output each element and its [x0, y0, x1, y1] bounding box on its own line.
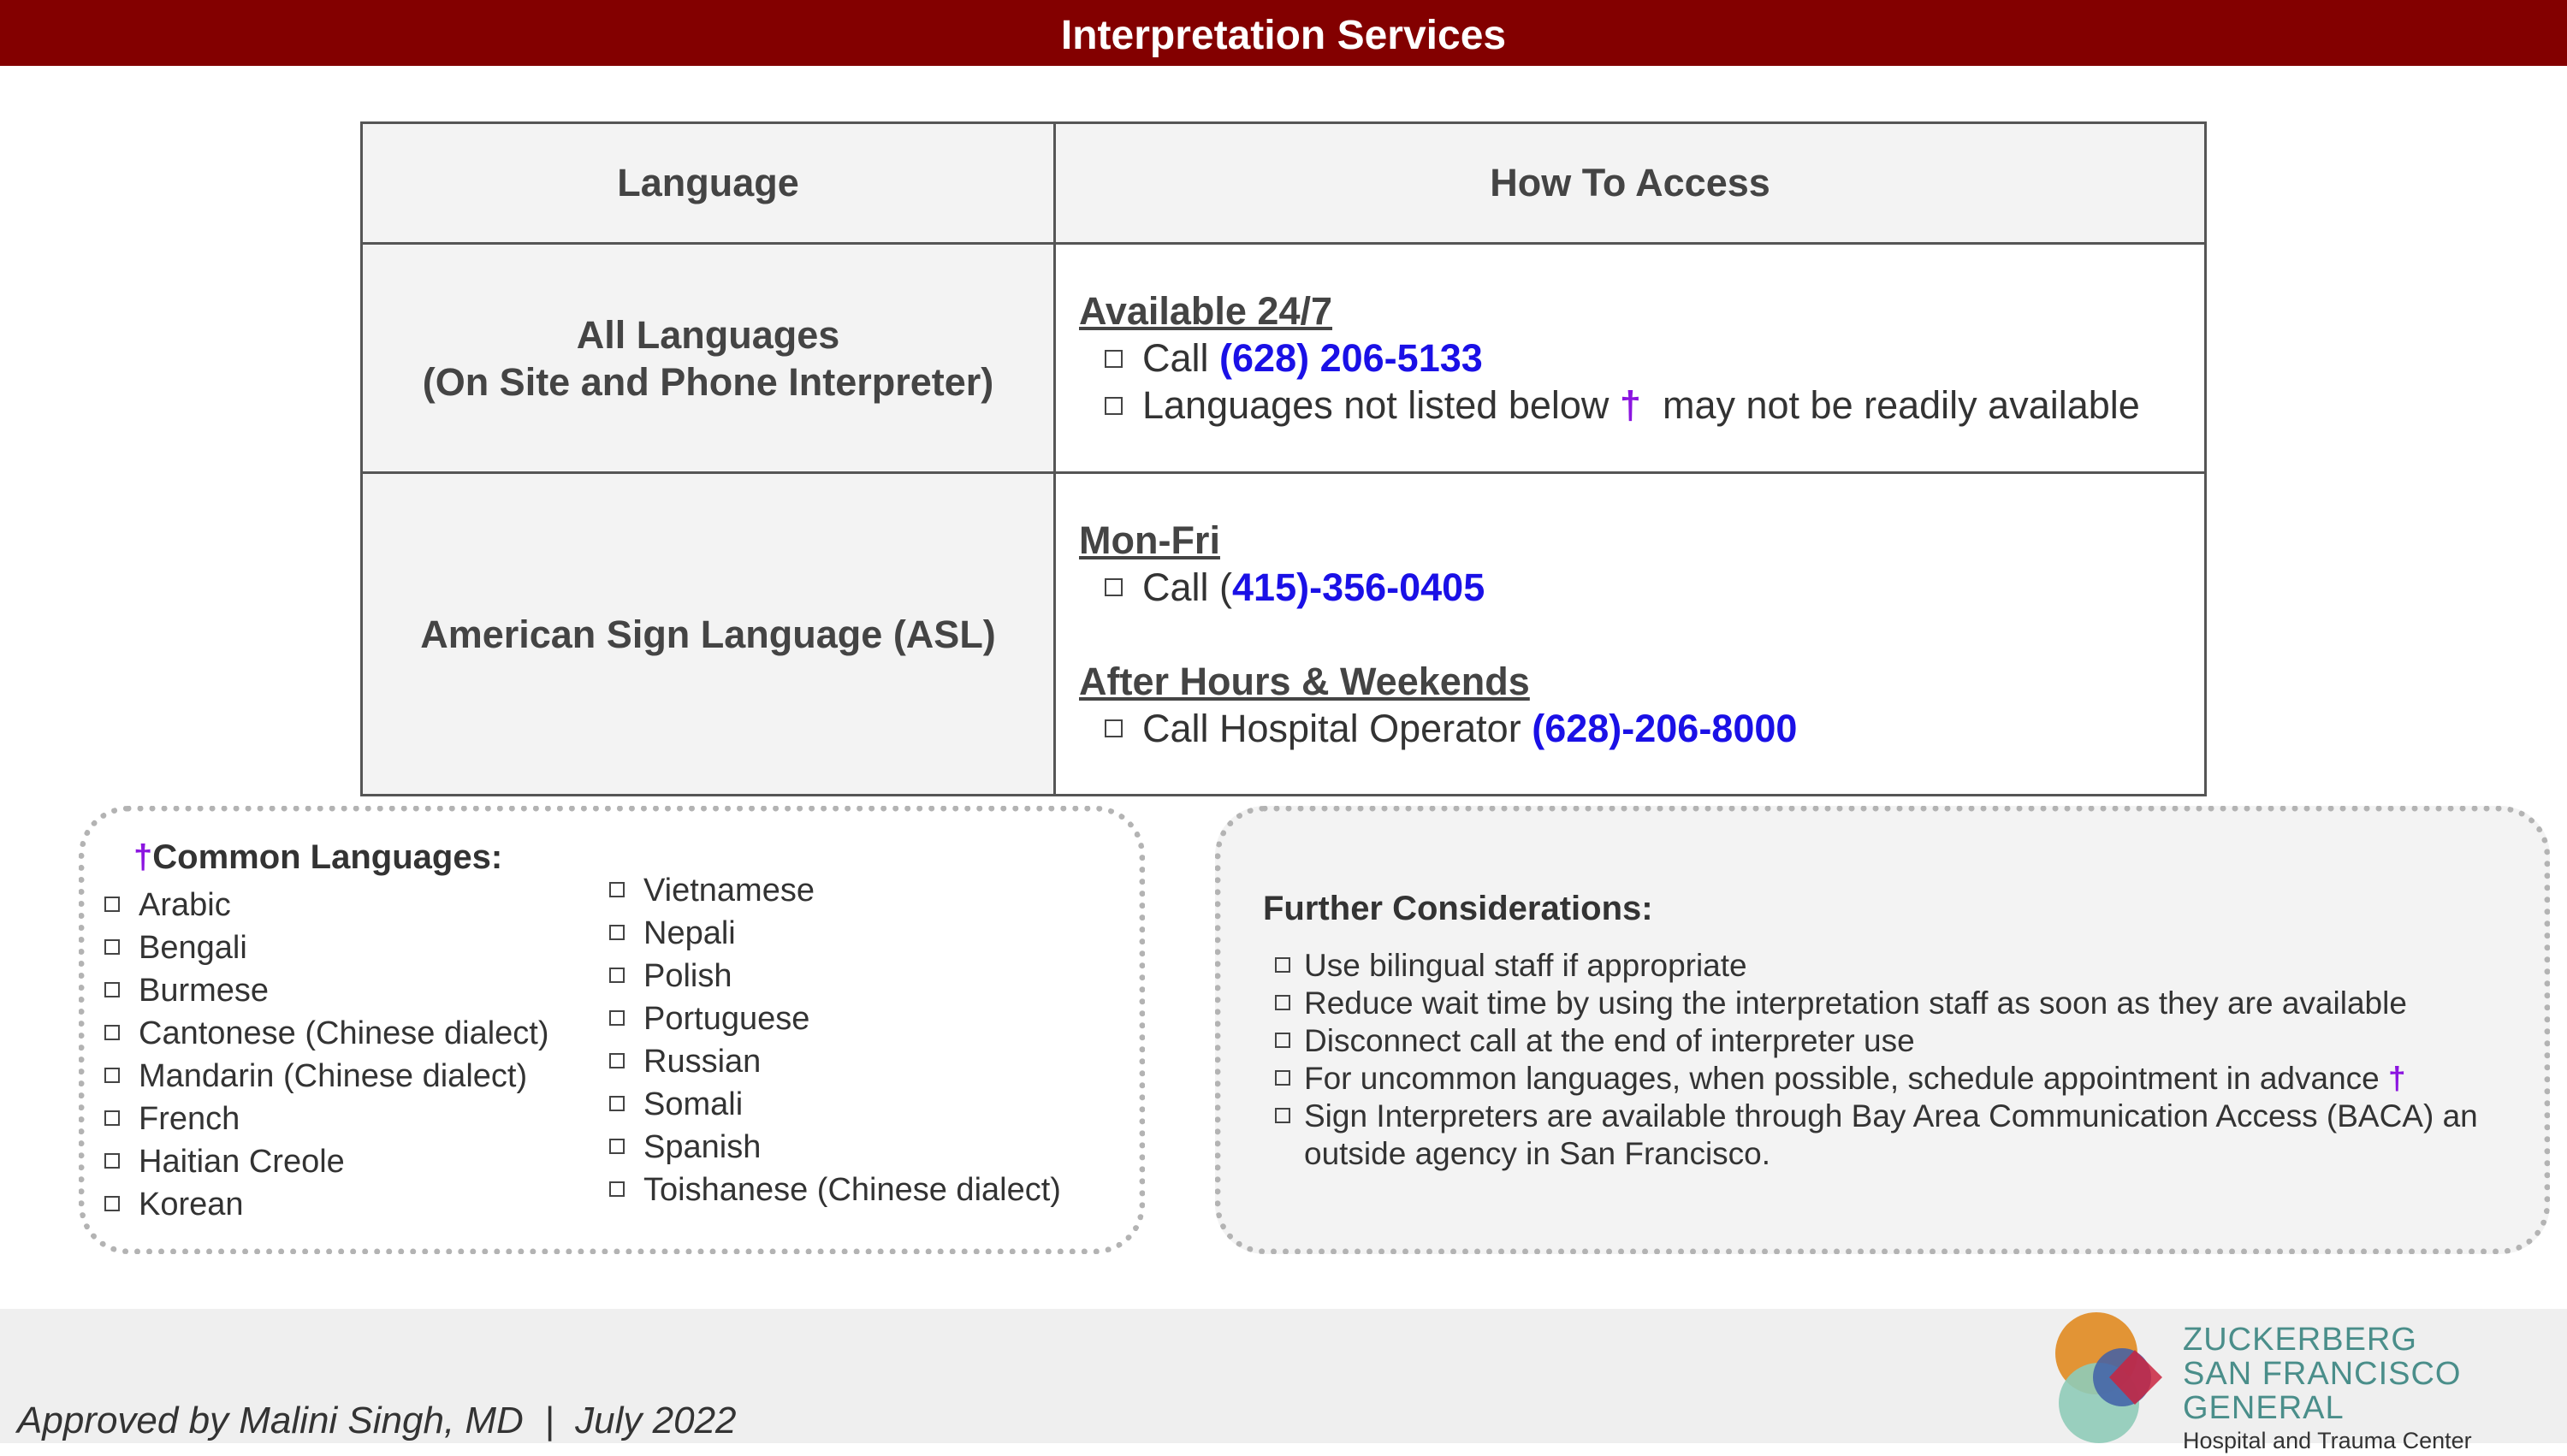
phone-link[interactable]: (628) 206-5133 [1219, 336, 1483, 380]
checkbox-icon [104, 1068, 120, 1083]
checkbox-icon [1105, 350, 1123, 368]
language-all-sublabel: (On Site and Phone Interpreter) [422, 359, 994, 404]
list-item: Use bilingual staff if appropriate [1275, 947, 2524, 985]
phone-link[interactable]: (628)-206-8000 [1532, 706, 1798, 750]
list-item: Vietnamese [609, 869, 1061, 912]
list-item: Burmese [104, 969, 549, 1012]
list-item: Toishanese (Chinese dialect) [609, 1169, 1061, 1211]
further-considerations-title: Further Considerations: [1263, 890, 1653, 927]
checkbox-icon [609, 1053, 625, 1068]
checkbox-icon [609, 925, 625, 940]
logo-line-1: ZUCKERBERG [2183, 1322, 2417, 1358]
list-item: Arabic [104, 884, 549, 926]
checkbox-icon [609, 968, 625, 983]
header-how-to-access: How To Access [1055, 123, 2206, 244]
call-bullet [1079, 334, 2204, 382]
dagger-icon: † [2388, 1061, 2406, 1096]
access-cell-all [1055, 244, 2206, 473]
considerations-list [1275, 947, 2524, 1173]
checkbox-icon [1105, 719, 1123, 737]
list-item: Cantonese (Chinese dialect) [104, 1012, 549, 1055]
checkbox-icon [104, 1110, 120, 1126]
list-item: Russian [609, 1040, 1061, 1083]
dagger-icon: † [1619, 383, 1641, 427]
call-label: Call [1142, 336, 1209, 380]
language-list-col2 [609, 869, 1061, 1211]
checkbox-icon [609, 1010, 625, 1026]
operator-label: Call Hospital Operator [1142, 706, 1521, 750]
list-item: Reduce wait time by using the interpretation staff as soon as they are available [1275, 985, 2524, 1022]
logo-line-2: SAN FRANCISCO GENERAL [2183, 1356, 2462, 1426]
checkbox-icon [104, 1025, 120, 1040]
language-cell-asl: American Sign Language (ASL) [362, 473, 1055, 796]
note-text-before: Languages not listed below [1142, 383, 1610, 427]
hospital-logo-text [2183, 1323, 2567, 1456]
access-table [360, 121, 2207, 796]
list-item: Sign Interpreters are available through Bay Area Communication Access (BACA) an outside agency in San Francisco. [1275, 1098, 2524, 1173]
list-item: Polish [609, 955, 1061, 997]
language-list-col1 [104, 884, 549, 1226]
checkbox-icon [609, 1139, 625, 1154]
checkbox-icon [1105, 397, 1123, 415]
hospital-logo-icon [2049, 1309, 2191, 1443]
checkbox-icon [1275, 1070, 1290, 1086]
checkbox-icon [104, 982, 120, 997]
checkbox-icon [104, 1153, 120, 1169]
phone-link[interactable]: 415)-356-0405 [1232, 565, 1485, 609]
common-languages-label: Common Languages: [152, 838, 503, 876]
list-item: Korean [104, 1183, 549, 1226]
checkbox-icon [104, 939, 120, 955]
list-item: For uncommon languages, when possible, schedule appointment in advance † [1275, 1060, 2524, 1098]
availability-heading: Available 24/7 [1079, 289, 1333, 333]
checkbox-icon [104, 1196, 120, 1211]
dagger-icon: † [133, 838, 153, 876]
after-hours-heading: After Hours & Weekends [1079, 659, 1530, 703]
list-item: Disconnect call at the end of interpreter use [1275, 1022, 2524, 1060]
list-item: French [104, 1098, 549, 1140]
checkbox-icon [1275, 995, 1290, 1010]
checkbox-icon [1275, 957, 1290, 973]
note-bullet [1079, 382, 2204, 429]
table-row [362, 244, 2206, 473]
page-title: Interpretation Services [0, 0, 2567, 66]
common-languages-title [133, 838, 502, 877]
checkbox-icon [609, 1096, 625, 1111]
approval-note: Approved by Malini Singh, MD | July 2022 [17, 1400, 737, 1441]
operator-bullet [1079, 705, 2204, 752]
checkbox-icon [104, 897, 120, 912]
checkbox-icon [609, 882, 625, 897]
call-label: Call ( [1142, 565, 1233, 609]
list-item: Spanish [609, 1126, 1061, 1169]
logo-line-3: Hospital and Trauma Center [2183, 1428, 2472, 1453]
language-cell-all [362, 244, 1055, 473]
table-header-row [362, 123, 2206, 244]
list-item: Portuguese [609, 997, 1061, 1040]
call-bullet [1079, 564, 2204, 611]
weekday-heading: Mon-Fri [1079, 518, 1220, 562]
header-language: Language [362, 123, 1055, 244]
access-cell-asl [1055, 473, 2206, 796]
list-item: Nepali [609, 912, 1061, 955]
list-item: Somali [609, 1083, 1061, 1126]
language-all-label: All Languages [576, 312, 840, 357]
list-item: Mandarin (Chinese dialect) [104, 1055, 549, 1098]
checkbox-icon [1275, 1108, 1290, 1123]
checkbox-icon [1105, 578, 1123, 596]
checkbox-icon [609, 1181, 625, 1197]
list-item: Bengali [104, 926, 549, 969]
list-item: Haitian Creole [104, 1140, 549, 1183]
checkbox-icon [1275, 1033, 1290, 1048]
note-text-after: may not be readily available [1662, 383, 2140, 427]
table-row [362, 473, 2206, 796]
